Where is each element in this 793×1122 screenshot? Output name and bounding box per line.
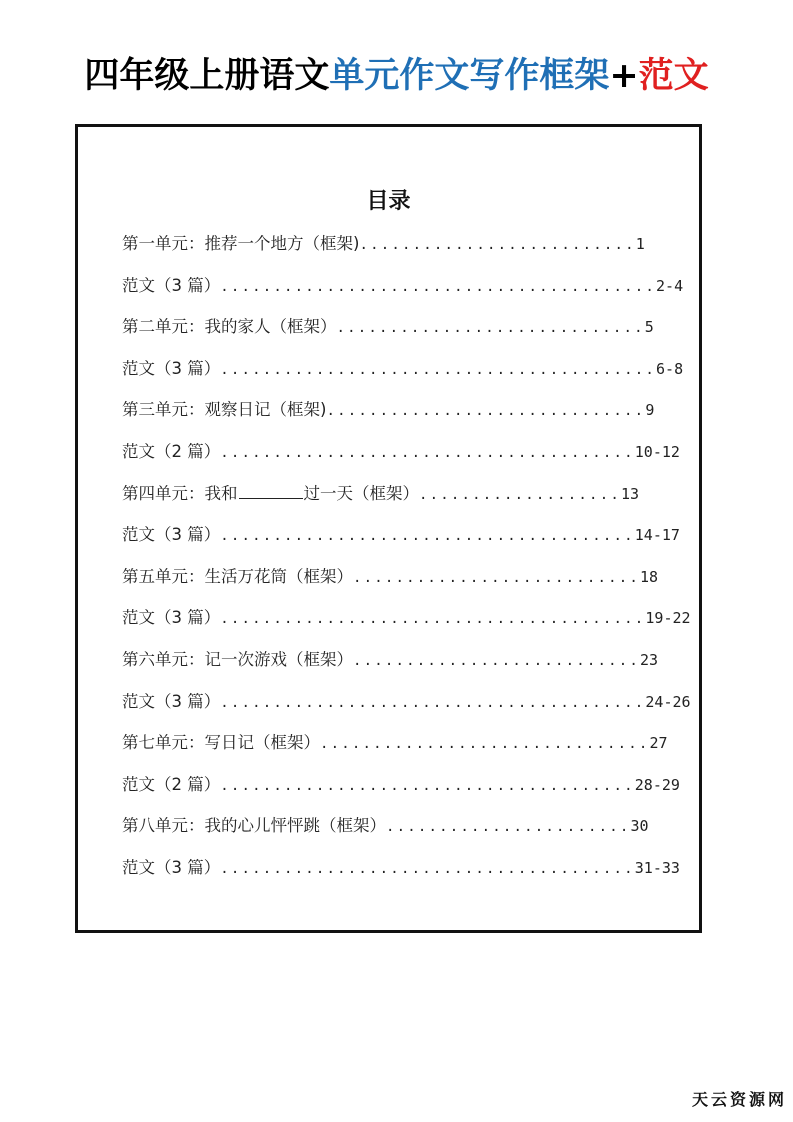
title-grade-subject: 四年级上册语文 [84, 56, 330, 96]
toc-entry-label: 范文（3 篇） [122, 358, 221, 378]
toc-entry-label: 第八单元：我的心儿怦怦跳（框架） [122, 816, 386, 836]
fill-in-blank-line [239, 497, 303, 499]
toc-entry-label: 第二单元：我的家人（框架） [122, 317, 337, 337]
toc-entry-leader: ....................................... [220, 777, 635, 794]
toc-entry-leader: ....................... [386, 819, 631, 836]
toc-entry-page: 1 [635, 235, 645, 253]
toc-entry-label-after-blank: 过一天（框架） [303, 483, 419, 503]
toc-entry[interactable] [122, 809, 662, 851]
toc-entry-page: 28-29 [634, 775, 680, 794]
toc-entry-page: 6-8 [656, 359, 684, 378]
toc-entry[interactable] [122, 768, 680, 810]
toc-entry-page: 30 [630, 817, 649, 836]
toc-entry[interactable] [122, 477, 662, 519]
toc-entry-label: 第六单元：记一次游戏（框架） [122, 649, 353, 669]
toc-entry-leader: ......................................... [220, 361, 657, 378]
toc-entry[interactable] [122, 851, 680, 893]
toc-entry-leader: ........................... [353, 569, 640, 586]
toc-entry-page: 5 [644, 318, 654, 337]
toc-entry-leader: ......................................... [220, 278, 657, 295]
toc-entry-leader: ........................... [353, 652, 640, 669]
toc-entry-label: 范文（3 篇） [122, 525, 221, 545]
toc-entry[interactable] [122, 726, 668, 768]
toc-entry-page: 13 [620, 484, 640, 503]
toc-entry-label: 第七单元：写日记（框架） [122, 733, 320, 753]
toc-entry-leader: ....................................... [220, 528, 635, 545]
page-title [0, 52, 793, 100]
toc-list [122, 227, 691, 893]
toc-entry[interactable] [122, 560, 662, 602]
toc-entry-label: 第三单元：观察日记（框架) [122, 400, 327, 420]
toc-entry-leader: ........................................ [220, 694, 646, 711]
toc-entry-leader: .............................. [326, 403, 646, 420]
title-model-essays: 范文 [638, 56, 709, 96]
toc-entry-label: 范文（2 篇） [122, 774, 221, 794]
watermark-text: 天云资源网 [691, 1090, 787, 1109]
toc-entry-page: 2-4 [656, 276, 684, 295]
toc-entry-page: 10-12 [634, 442, 680, 461]
title-framework: 单元作文写作框架 [329, 56, 610, 96]
toc-entry[interactable] [122, 352, 684, 394]
toc-entry[interactable] [122, 685, 691, 727]
toc-entry-page: 18 [639, 567, 659, 586]
toc-heading: 目录 [366, 189, 411, 214]
toc-entry-leader: ............................. [336, 320, 645, 337]
toc-entry[interactable] [122, 269, 684, 311]
toc-entry[interactable] [122, 227, 662, 269]
toc-entry-leader: ....................................... [220, 860, 635, 877]
title-plus: + [609, 56, 639, 96]
toc-entry-page: 23 [639, 650, 659, 669]
toc-entry-page: 14-17 [634, 526, 680, 545]
toc-entry-leader: ............................... [320, 736, 650, 753]
toc-entry-leader: .......................... [359, 237, 636, 253]
toc-entry[interactable] [122, 310, 662, 352]
toc-entry-label: 范文（2 篇） [122, 441, 221, 461]
toc-entry-label-before-blank: 第四单元：我和 [122, 483, 238, 503]
toc-entry-page: 19-22 [645, 609, 691, 628]
toc-entry-page: 9 [645, 401, 655, 420]
toc-entry-leader: ....................................... [220, 444, 635, 461]
toc-entry-label: 第五单元：生活万花筒（框架） [122, 566, 353, 586]
toc-entry-label: 第一单元：推荐一个地方（框架) [122, 234, 360, 253]
toc-entry[interactable] [122, 601, 691, 643]
table-of-contents-box [75, 124, 702, 933]
toc-entry[interactable] [122, 435, 680, 477]
toc-entry-label: 范文（3 篇） [122, 608, 221, 628]
toc-entry[interactable] [122, 518, 680, 560]
toc-entry-leader: ................... [419, 486, 621, 503]
toc-entry[interactable] [122, 393, 662, 435]
toc-entry-page: 27 [649, 734, 668, 753]
toc-entry-page: 24-26 [645, 692, 691, 711]
toc-entry-label: 范文（3 篇） [122, 275, 221, 295]
toc-entry-leader: ........................................ [220, 611, 646, 628]
toc-entry-label: 范文（3 篇） [122, 857, 221, 877]
toc-entry[interactable] [122, 643, 662, 685]
toc-entry-label: 范文（3 篇） [122, 691, 221, 711]
toc-entry-page: 31-33 [634, 858, 680, 877]
